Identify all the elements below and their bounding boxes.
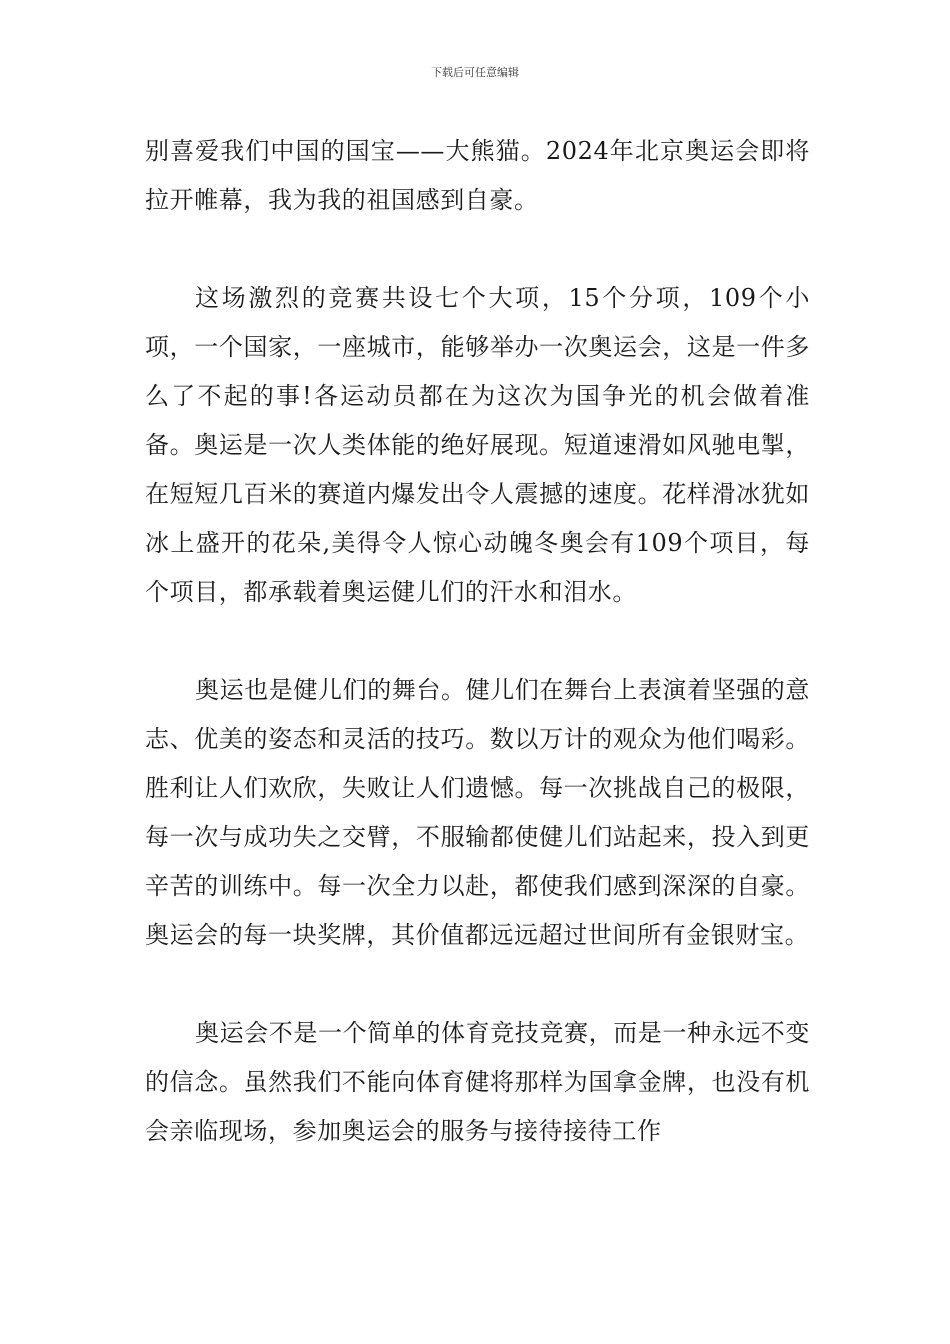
page-header: 下载后可任意编辑 xyxy=(431,66,519,79)
document-body xyxy=(145,127,810,1156)
paragraph-spacer xyxy=(145,617,810,666)
paragraph-4: 奥运会不是一个简单的体育竞技竞赛，而是一种永远不变的信念。虽然我们不能向体育健将那样为国拿金牌，也没有机会亲临现场，参加奥运会的服务与接待接待工作 xyxy=(145,1019,810,1145)
paragraph-2: 这场激烈的竞赛共设七个大项，15个分项，109个小项，一个国家，一座城市，能够举办一次奥运会，这是一件多么了不起的事!各运动员都在为这次为国争光的机会做着准备。奥运是一次人类体能的绝好展现。短道速滑如风驰电掣，在短短几百米的赛道内爆发出令人震撼的速度。花样滑冰犹如冰上盛开的花朵,美得令人惊心动魄冬奥会有109个项目，每个项目，都承载着奥运健儿们的汗水和泪水。 xyxy=(145,284,810,606)
paragraph-spacer xyxy=(145,225,810,274)
paragraph-1: 别喜爱我们中国的国宝——大熊猫。2024年北京奥运会即将拉开帷幕，我为我的祖国感到自豪。 xyxy=(145,137,810,214)
paragraph-3: 奥运也是健儿们的舞台。健儿们在舞台上表演着坚强的意志、优美的姿态和灵活的技巧。数以万计的观众为他们喝彩。胜利让人们欢欣，失败让人们遗憾。每一次挑战自己的极限，每一次与成功失之交臂，不服输都使健儿们站起来，投入到更辛苦的训练中。每一次全力以赴，都使我们感到深深的自豪。奥运会的每一块奖牌，其价值都远远超过世间所有金银财宝。 xyxy=(145,676,810,949)
paragraph-spacer xyxy=(145,960,810,1009)
